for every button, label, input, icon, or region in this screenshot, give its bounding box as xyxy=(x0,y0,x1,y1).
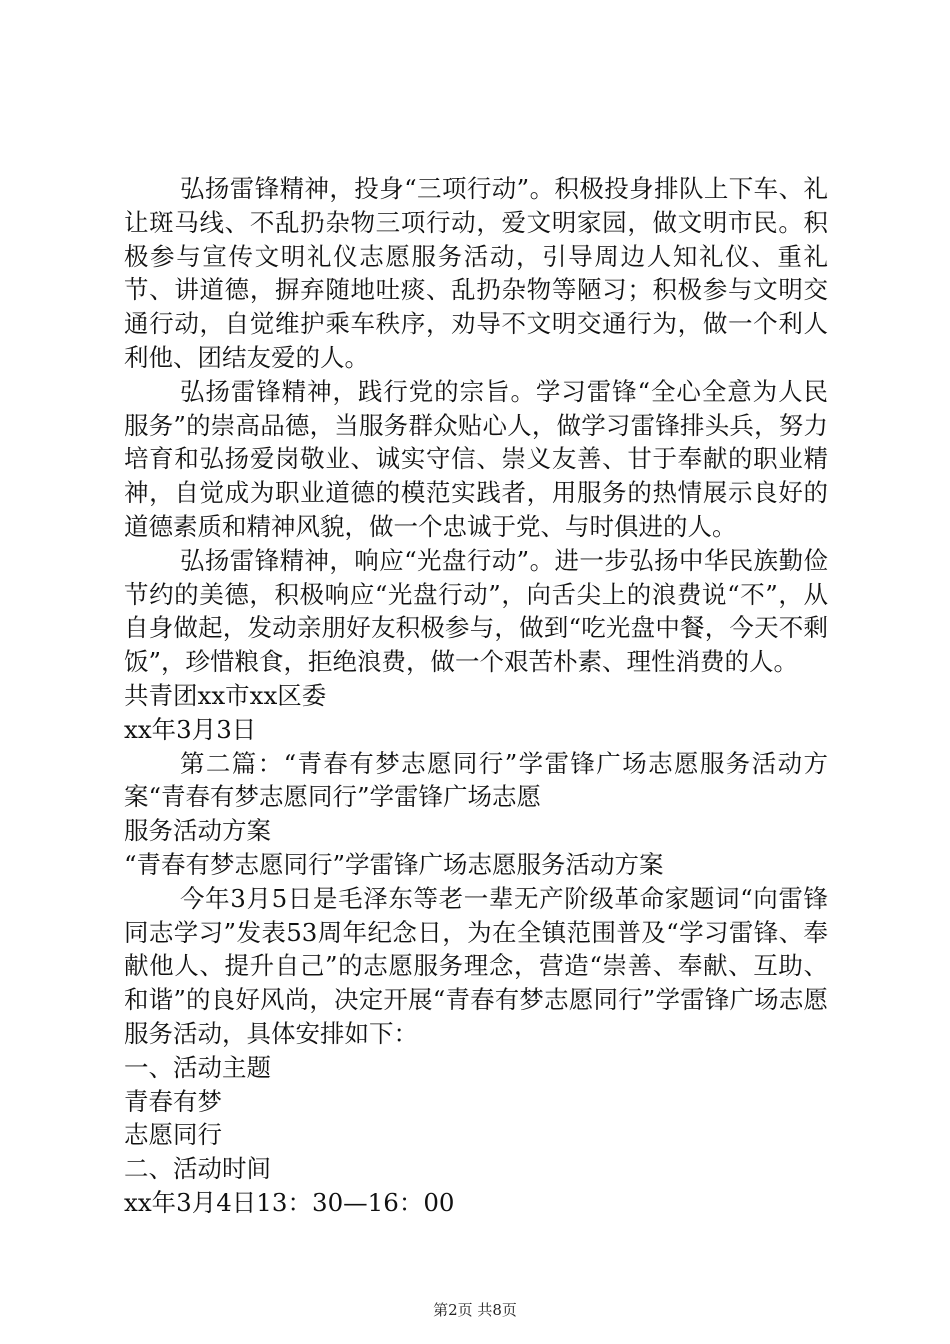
signature-org: 共青团xx市xx区委 xyxy=(124,680,327,710)
theme-line-2: 志愿同行 xyxy=(124,1120,222,1150)
section-title: 第二篇：“青春有梦志愿同行”学雷锋广场志愿服务活动方案“青春有梦志愿同行”学雷锋广场志愿 xyxy=(124,748,828,812)
page-number: 第2页 共8页 xyxy=(433,1301,517,1319)
activity-time: xx年3月4日13：30—16：00 xyxy=(124,1187,455,1217)
document-body xyxy=(124,172,828,1220)
theme-line-1: 青春有梦 xyxy=(124,1086,222,1116)
plan-title: “青春有梦志愿同行”学雷锋广场志愿服务活动方案 xyxy=(124,849,664,879)
heading-theme: 一、活动主题 xyxy=(124,1052,271,1082)
signature-date: xx年3月3日 xyxy=(124,714,257,744)
paragraph-three-actions: 弘扬雷锋精神，投身“三项行动”。积极投身排队上下车、礼让斑马线、不乱扔杂物三项行动，爱文明家园，做文明市民。积极参与宣传文明礼仪志愿服务活动，引导周边人知礼仪、重礼节、讲道德，摒弃随地吐痰、乱扔杂物等陋习；积极参与文明交通行动，自觉维护乘车秩序，劝导不文明交通行为，做一个利人利他、团结友爱的人。 xyxy=(124,174,828,372)
section-title-continued: 服务活动方案 xyxy=(124,816,271,846)
paragraph-clean-plate: 弘扬雷锋精神，响应“光盘行动”。进一步弘扬中华民族勤俭节约的美德，积极响应“光盘行动”，向舌尖上的浪费说“不”，从自身做起，发动亲朋好友积极参与，做到“吃光盘中餐，今天不剩饭”，珍惜粮食，拒绝浪费，做一个艰苦朴素、理性消费的人。 xyxy=(124,545,828,677)
heading-time: 二、活动时间 xyxy=(124,1154,271,1184)
paragraph-intro: 今年3月5日是毛泽东等老一辈无产阶级革命家题词“向雷锋同志学习”发表53周年纪念日，为在全镇范围普及“学习雷锋、奉献他人、提升自己”的志愿服务理念，营造“崇善、奉献、互助、和谐”的良好风尚，决定开展“青春有梦志愿同行”学雷锋广场志愿服务活动，具体安排如下： xyxy=(124,883,828,1048)
paragraph-party-purpose: 弘扬雷锋精神，践行党的宗旨。学习雷锋“全心全意为人民服务”的崇高品德，当服务群众贴心人，做学习雷锋排头兵，努力培育和弘扬爱岗敬业、诚实守信、崇义友善、甘于奉献的职业精神，自觉成为职业道德的模范实践者，用服务的热情展示良好的道德素质和精神风貌，做一个忠诚于党、与时俱进的人。 xyxy=(124,376,828,541)
